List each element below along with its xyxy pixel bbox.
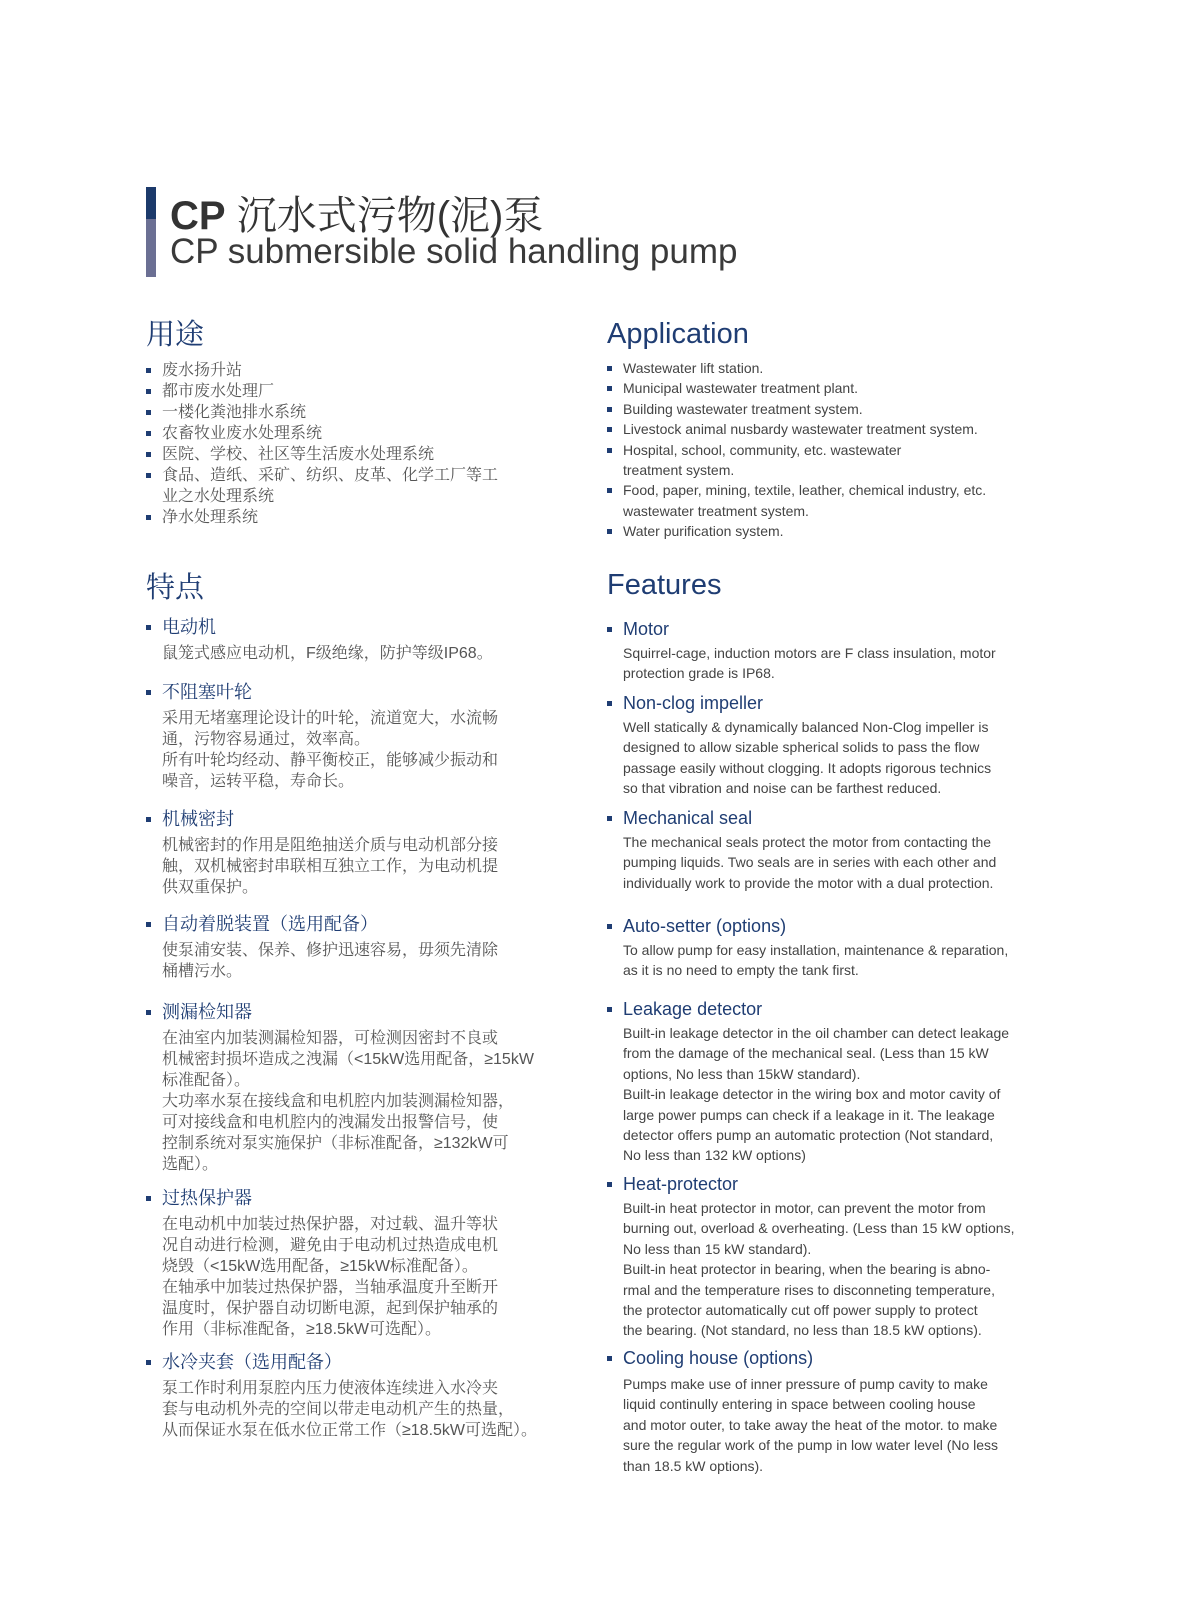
application-heading: Application <box>607 318 749 350</box>
feature-body: Pumps make use of inner pressure of pump cavity to make liquid continully entering in space between cooling house and motor outer, to take away the heat of the motor. to make sure the regular work of the pump in low water level (No less than 18.5 kW options). <box>623 1376 999 1474</box>
feature-motor-cn <box>146 615 566 664</box>
feature-body: 鼠笼式感应电动机，F级绝缘，防护等级IP68。 <box>162 645 493 662</box>
feature-heat-cn <box>146 1186 566 1340</box>
feature-cooling-en <box>607 1346 1027 1476</box>
feature-leakage-cn <box>146 1000 566 1175</box>
feature-title: Cooling house (options) <box>607 1346 1027 1370</box>
feature-body: Built-in leakage detector in the oil chamber can detect leakage from the damage of the mechanical seal. (Less than 15 kW options, No less than 15kW standard). Built-in leakage detector in the wiring box and motor cavity of large power pumps can check if a leakage in it. The leakage detector offers pump an automatic protection (Not standard, No less than 132 kW options) <box>623 1025 1010 1164</box>
list-item: 医院、学校、社区等生活废水处理系统 <box>146 444 498 465</box>
title-model: CP <box>170 194 226 238</box>
list-item: 净水处理系统 <box>146 507 498 528</box>
list-item: 食品、造纸、采矿、纺织、皮革、化学工厂等工 业之水处理系统 <box>146 465 498 507</box>
feature-motor-en <box>607 617 1027 684</box>
feature-seal-cn <box>146 807 566 898</box>
feature-autosetter-en <box>607 914 1027 981</box>
feature-body: 机械密封的作用是阻绝抽送介质与电动机部分接 触，双机械密封串联相互独立工作，为电动机提 供双重保护。 <box>162 837 499 896</box>
list-item: Food, paper, mining, textile, leather, chemical industry, etc. wastewater treatment system. <box>607 480 986 521</box>
list-item: 农畜牧业废水处理系统 <box>146 423 498 444</box>
list-item: 都市废水处理厂 <box>146 381 498 402</box>
feature-body: The mechanical seals protect the motor from contacting the pumping liquids. Two seals are in series with each other and individually work to provide the motor with a dual protection. <box>623 834 997 891</box>
feature-title: Mechanical seal <box>607 806 1027 830</box>
feature-impeller-cn <box>146 680 566 792</box>
feature-title: Auto-setter (options) <box>607 914 1027 938</box>
feature-title: Leakage detector <box>607 997 1027 1021</box>
feature-body: Built-in heat protector in motor, can prevent the motor from burning out, overload & overheating. (Less than 15 kW options, No less than 15 kW standard). Built-in heat protector in bearing, when the bearing is abno- rmal and the temperature rises to disconneting temperature, the protector automatically cut off power supply to protect the bearing. (Not standard, no less than 18.5 kW options). <box>623 1200 1015 1339</box>
usage-list <box>146 360 498 528</box>
feature-autosetter-cn <box>146 912 566 982</box>
list-item: 一楼化粪池排水系统 <box>146 402 498 423</box>
list-item: Municipal wastewater treatment plant. <box>607 378 986 398</box>
feature-title: 电动机 <box>146 615 566 639</box>
feature-title: Heat-protector <box>607 1172 1027 1196</box>
feature-title: 水冷夹套（选用配备） <box>146 1350 566 1374</box>
features-heading-cn: 特点 <box>146 572 205 604</box>
feature-title: 不阻塞叶轮 <box>146 680 566 704</box>
list-item: Hospital, school, community, etc. wastewater treatment system. <box>607 440 986 481</box>
title-accent-bar-lower <box>146 219 156 277</box>
feature-body: 在油室内加装测漏检知器，可检测因密封不良或 机械密封损坏造成之洩漏（<15kW选用配备，≥15kW 标准配备）。 大功率水泵在接线盒和电机腔内加装测漏检知器， 可对接线盒和电机腔内的洩漏发出报警信号，使 控制系统对泵实施保护（非标准配备，≥132kW可 选配）。 <box>162 1030 534 1173</box>
feature-seal-en <box>607 806 1027 893</box>
application-list <box>607 358 986 542</box>
usage-heading: 用途 <box>146 319 205 351</box>
page-title-en: CP submersible solid handling pump <box>170 232 738 271</box>
feature-leakage-en <box>607 997 1027 1166</box>
title-accent-bar <box>146 187 156 219</box>
list-item: Wastewater lift station. <box>607 358 986 378</box>
title-cn-text: 沉水式污物(泥)泵 <box>225 194 544 238</box>
list-item: 废水扬升站 <box>146 360 498 381</box>
feature-title: 自动着脱装置（选用配备） <box>146 912 566 936</box>
feature-body: 使泵浦安装、保养、修护迅速容易，毋须先清除 桶槽污水。 <box>162 942 499 980</box>
feature-title: Non-clog impeller <box>607 691 1027 715</box>
list-item: Livestock animal nusbardy wastewater treatment system. <box>607 419 986 439</box>
feature-impeller-en <box>607 691 1027 799</box>
feature-body: 在电动机中加装过热保护器，对过载、温升等状 况自动进行检测，避免由于电动机过热造成电机 烧毁（<15kW选用配备，≥15kW标准配备）。 在轴承中加装过热保护器，当轴承温度升至断开 温度时，保护器自动切断电源，起到保护轴承的 作用（非标准配备，≥18.5kW可选配）。 <box>162 1216 499 1338</box>
list-item: Water purification system. <box>607 521 986 541</box>
features-heading-en: Features <box>607 569 722 601</box>
feature-title: Motor <box>607 617 1027 641</box>
feature-body: 泵工作时利用泵腔内压力使液体连续进入水冷夹 套与电动机外壳的空间以带走电动机产生的热量， 从而保证水泵在低水位正常工作（≥18.5kW可选配）。 <box>162 1380 538 1439</box>
feature-body: Well statically & dynamically balanced Non-Clog impeller is designed to allow sizable spherical solids to pass the flow passage easily without clogging. It adopts rigorous technics so that vibration and noise can be farthest reduced. <box>623 719 992 797</box>
feature-cooling-cn <box>146 1350 566 1441</box>
feature-body: 采用无堵塞理论设计的叶轮，流道宽大，水流畅 通，污物容易通过，效率高。 所有叶轮均经动、静平衡校正，能够减少振动和 噪音，运转平稳，寿命长。 <box>162 710 499 790</box>
feature-title: 过热保护器 <box>146 1186 566 1210</box>
list-item: Building wastewater treatment system. <box>607 399 986 419</box>
feature-body: Squirrel-cage, induction motors are F class insulation, motor protection grade is IP68. <box>623 645 996 682</box>
feature-title: 机械密封 <box>146 807 566 831</box>
feature-title: 测漏检知器 <box>146 1000 566 1024</box>
feature-body: To allow pump for easy installation, maintenance & reparation, as it is no need to empty the tank first. <box>623 942 1009 979</box>
feature-heat-en <box>607 1172 1027 1341</box>
